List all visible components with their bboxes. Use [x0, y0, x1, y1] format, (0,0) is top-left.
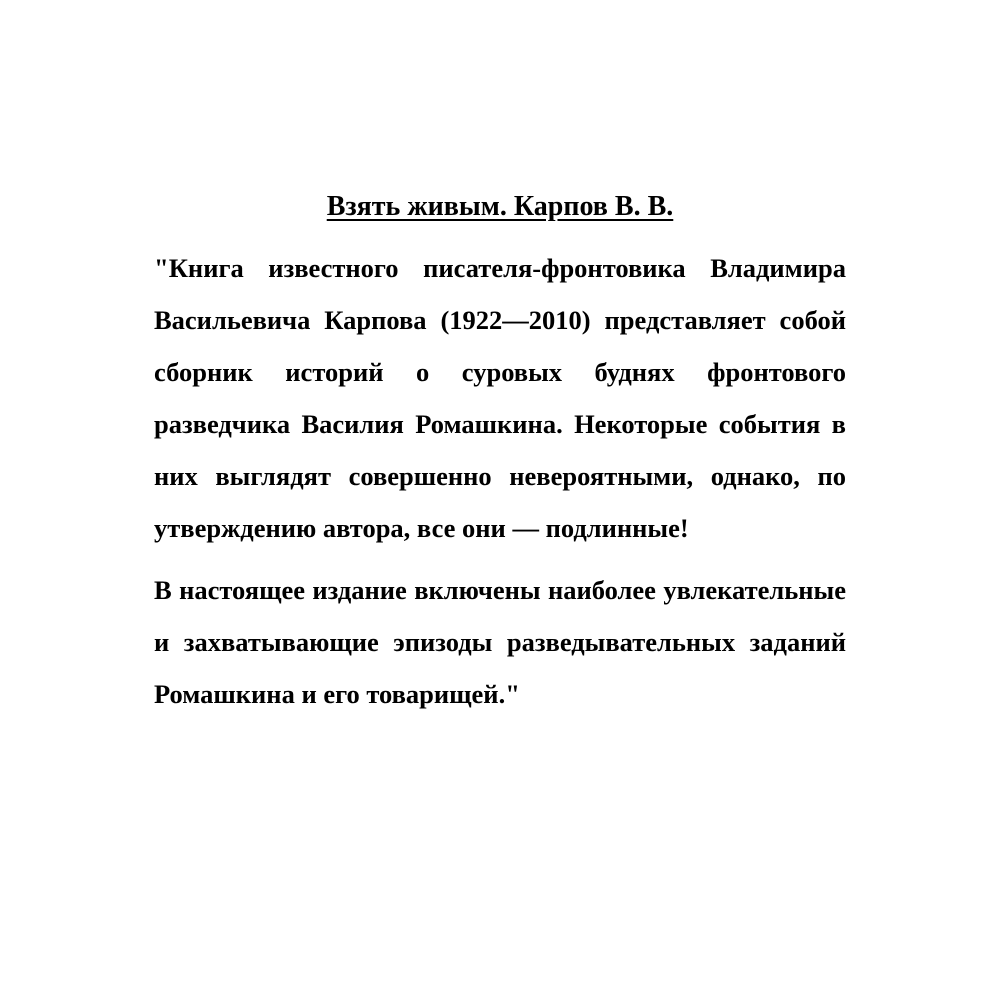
paragraph-edition-contents: В настоящее издание включены наиболее увлекательные и захватывающие эпизоды разведывательных заданий Ромашкина и его товарищей." [154, 575, 846, 709]
document-body [154, 188, 846, 720]
document-title: Взять живым. Карпов В. В. [326, 191, 674, 222]
paragraph-description: "Книга известного писателя-фронтовика Владимира Васильевича Карпова (1922—2010) представляет собой сборник историй о суровых буднях фронтового разведчика Василия Ромашкина. Некоторые события в них выглядят совершенно невероятными, однако, по утверждению автора, все они — подлинные! [154, 253, 846, 543]
